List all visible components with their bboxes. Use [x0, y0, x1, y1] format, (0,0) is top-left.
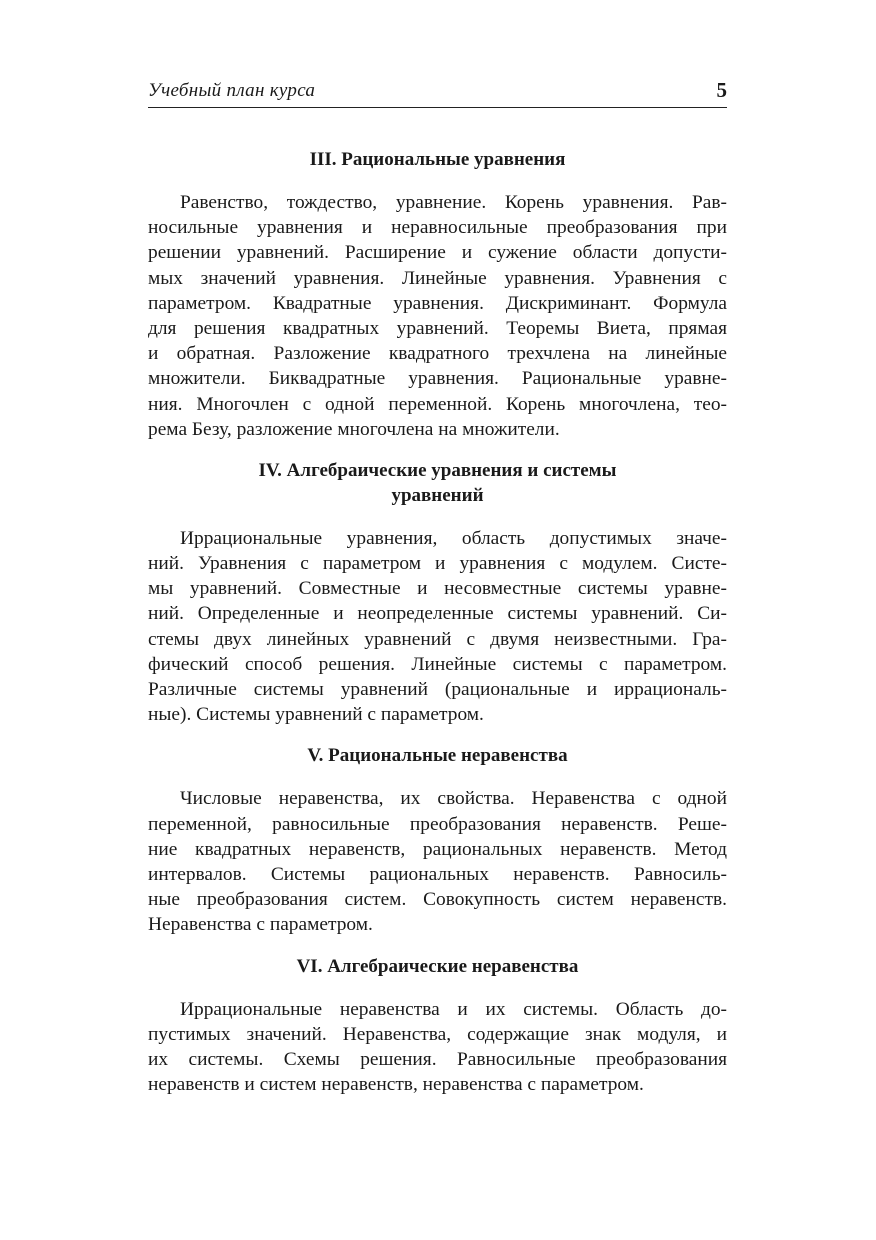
- page-content: [148, 147, 727, 1113]
- section-heading: [148, 954, 727, 979]
- text-line: ний. Определенные и неопределенные системы уравнений. Си-: [148, 603, 727, 625]
- text-line: ные). Системы уравнений с параметром.: [148, 704, 484, 726]
- text-line: пустимых значений. Неравенства, содержащие знак модуля, и: [148, 1023, 727, 1045]
- text-line: ние квадратных неравенств, рациональных неравенств. Метод: [148, 838, 727, 860]
- text-line: ные преобразования систем. Совокупность систем неравенств.: [148, 889, 727, 911]
- section: [148, 743, 727, 937]
- text-line: Различные системы уравнений (рациональные и иррациональ-: [148, 679, 727, 700]
- text-line: фический способ решения. Линейные системы с параметром.: [148, 653, 727, 675]
- text-line: переменной, равносильные преобразования неравенств. Реше-: [148, 813, 727, 835]
- text-line: Равенство, тождество, уравнение. Корень уравнения. Рав-: [180, 192, 727, 213]
- section-heading-line: уравнений: [391, 484, 484, 506]
- text-line: стемы двух линейных уравнений с двумя неизвестными. Гра-: [148, 628, 727, 650]
- text-line: их системы. Схемы решения. Равносильные преобразования: [148, 1048, 727, 1070]
- section-heading-line: VI. Алгебраические неравенства: [296, 955, 579, 977]
- section: [148, 147, 727, 442]
- text-line: и обратная. Разложение квадратного трехчлена на линейные: [148, 343, 727, 365]
- text-line: мых значений уравнения. Линейные уравнения. Уравнения с: [148, 267, 727, 289]
- text-line: для решения квадратных уравнений. Теоремы Виета, прямая: [148, 317, 727, 339]
- text-line: интервалов. Системы рациональных неравенств. Равносиль-: [148, 863, 727, 885]
- text-line: Числовые неравенства, их свойства. Неравенства с одной: [180, 788, 727, 810]
- text-line: Иррациональные уравнения, область допустимых значе-: [180, 527, 727, 549]
- text-line: решении уравнений. Расширение и сужение области допусти-: [148, 242, 727, 264]
- text-line: параметром. Квадратные уравнения. Дискриминант. Формула: [148, 292, 727, 314]
- running-header: [148, 78, 727, 108]
- text-line: ния. Многочлен с одной переменной. Корень многочлена, тео-: [148, 393, 727, 415]
- text-line: мы уравнений. Совместные и несовместные системы уравне-: [148, 578, 727, 600]
- text-line: Неравенства с параметром.: [148, 914, 373, 936]
- text-line: рема Безу, разложение многочлена на множители.: [148, 418, 560, 440]
- section-paragraph: [148, 526, 727, 728]
- section-heading: [148, 147, 727, 172]
- section-heading-line: IV. Алгебраические уравнения и системы: [258, 459, 617, 481]
- section-paragraph: [148, 190, 727, 442]
- text-line: носильные уравнения и неравносильные преобразования при: [148, 217, 727, 239]
- section-paragraph: [148, 786, 727, 937]
- section-heading: [148, 743, 727, 768]
- page-number: 5: [716, 78, 727, 102]
- running-header-title: Учебный план курса: [148, 80, 316, 101]
- section-heading-line: III. Рациональные уравнения: [309, 149, 566, 170]
- text-line: ний. Уравнения с параметром и уравнения с модулем. Систе-: [148, 553, 727, 575]
- text-line: множители. Биквадратные уравнения. Рациональные уравне-: [148, 368, 727, 390]
- section-heading: [148, 458, 727, 508]
- section: [148, 458, 727, 728]
- section-heading-line: V. Рациональные неравенства: [307, 745, 568, 767]
- text-line: неравенств и систем неравенств, неравенства с параметром.: [148, 1074, 644, 1096]
- text-line: Иррациональные неравенства и их системы. Область до-: [180, 998, 727, 1020]
- section-paragraph: [148, 997, 727, 1098]
- section: [148, 954, 727, 1098]
